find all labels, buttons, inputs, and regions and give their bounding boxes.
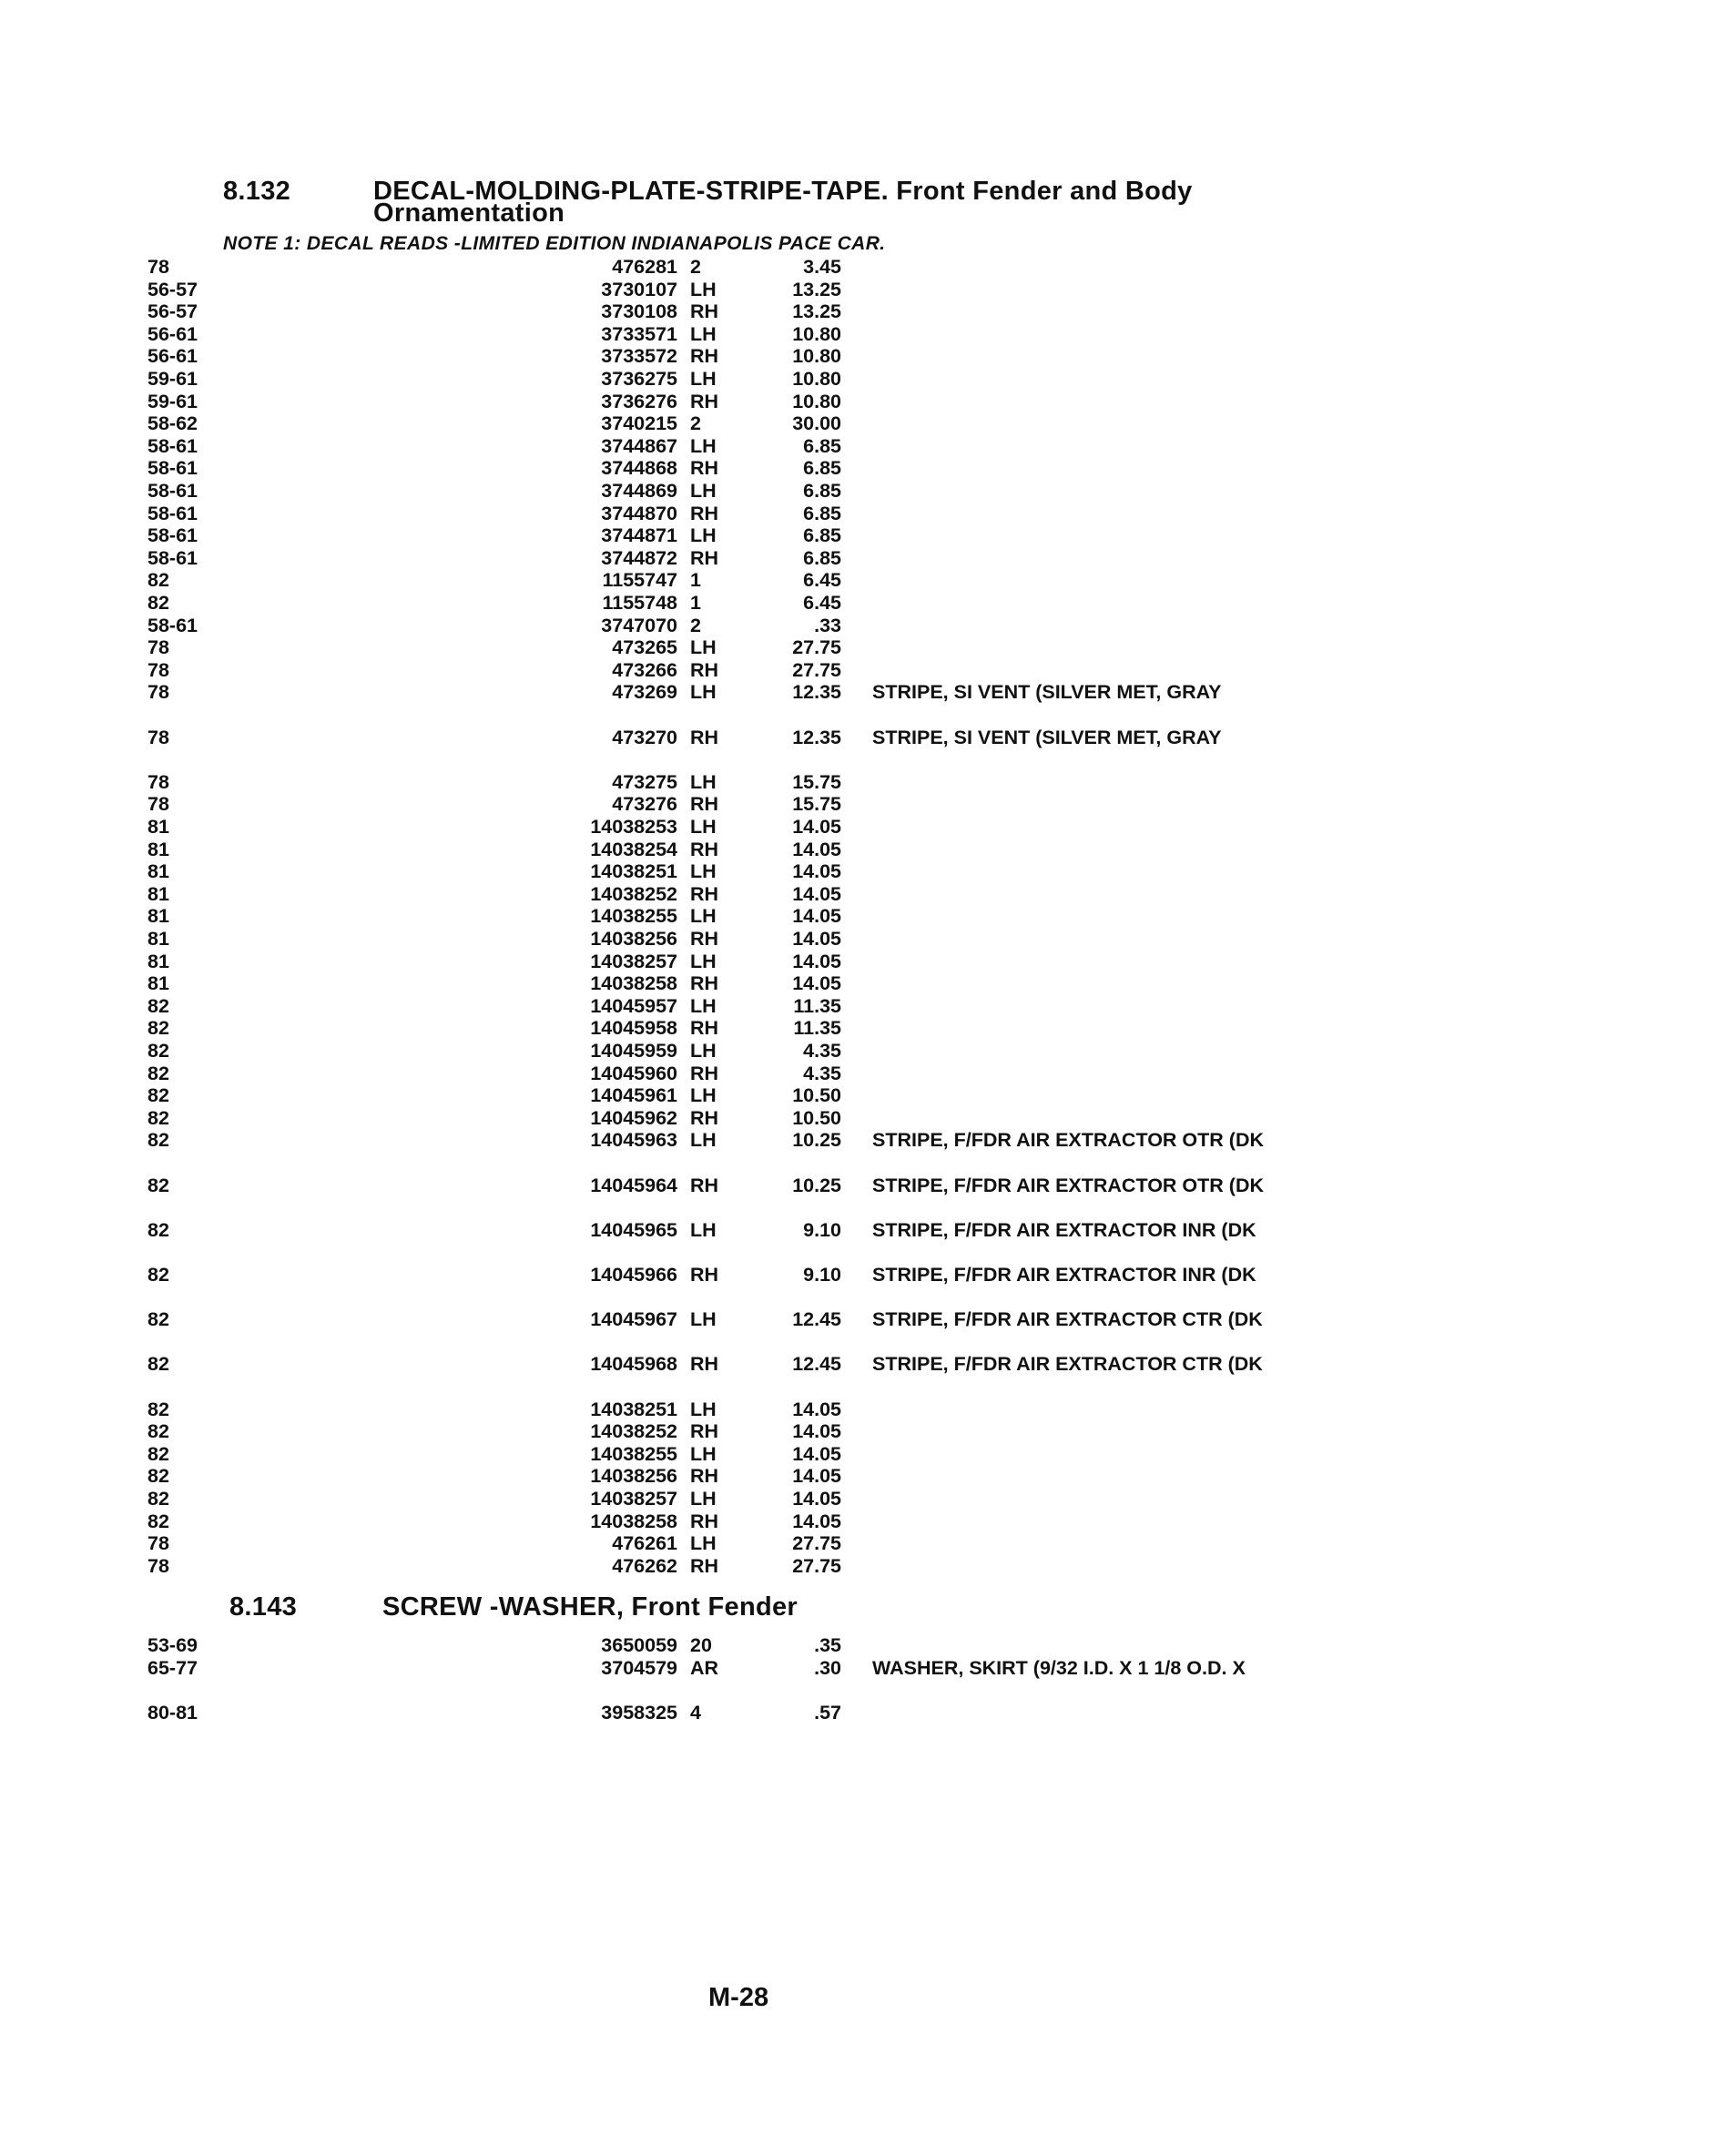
price: 10.80 [792, 368, 841, 390]
part-number: 3733572 [601, 345, 677, 367]
part-number: 14045961 [590, 1084, 677, 1106]
description: STRIPE, F/FDR AIR EXTRACTOR OTR (DK [872, 1175, 1264, 1196]
year-range: 56-57 [147, 279, 198, 300]
table-row [0, 615, 1719, 636]
quantity: RH [690, 547, 719, 569]
price: 10.25 [792, 1129, 841, 1151]
price: 30.00 [792, 412, 841, 434]
part-number: 14038258 [590, 1510, 677, 1532]
table-row [0, 279, 1719, 300]
price: 6.85 [803, 524, 841, 546]
quantity: 4 [690, 1702, 701, 1724]
part-number: 476261 [612, 1532, 677, 1554]
table-row [0, 1532, 1719, 1554]
quantity: LH [690, 368, 717, 390]
year-range: 58-61 [147, 457, 198, 479]
table-row [0, 1702, 1719, 1724]
table-row [0, 1634, 1719, 1656]
quantity: LH [690, 1398, 717, 1420]
part-number: 476281 [612, 256, 677, 278]
table-row [0, 1219, 1719, 1241]
year-range: 78 [147, 771, 169, 793]
part-number: 473276 [612, 793, 677, 815]
part-number: 14038254 [590, 839, 677, 860]
part-number: 14045958 [590, 1017, 677, 1039]
description: STRIPE, F/FDR AIR EXTRACTOR INR (DK [872, 1219, 1256, 1241]
year-range: 78 [147, 1555, 169, 1577]
quantity: 20 [690, 1634, 712, 1656]
section-heading-8-143 [229, 1592, 1140, 1622]
table-row [0, 1510, 1719, 1532]
price: 15.75 [792, 793, 841, 815]
price: 14.05 [792, 1465, 841, 1487]
quantity: LH [690, 636, 717, 658]
year-range: 78 [147, 793, 169, 815]
part-number: 3740215 [601, 412, 677, 434]
quantity: RH [690, 1264, 719, 1286]
section-title: DECAL-MOLDING-PLATE-STRIPE-TAPE. Front Fender and Body [373, 177, 1193, 206]
table-row [0, 928, 1719, 950]
part-number: 14045957 [590, 995, 677, 1017]
table-row [0, 995, 1719, 1017]
quantity: LH [690, 1084, 717, 1106]
quantity: RH [690, 1555, 719, 1577]
table-row [0, 345, 1719, 367]
quantity: LH [690, 860, 717, 882]
year-range: 82 [147, 1063, 169, 1084]
year-range: 59-61 [147, 391, 198, 412]
year-range: 59-61 [147, 368, 198, 390]
description: STRIPE, F/FDR AIR EXTRACTOR INR (DK [872, 1264, 1256, 1286]
year-range: 82 [147, 1488, 169, 1510]
price: 14.05 [792, 972, 841, 994]
quantity: 1 [690, 569, 701, 591]
year-range: 82 [147, 1040, 169, 1062]
price: 6.85 [803, 480, 841, 502]
part-number: 473269 [612, 681, 677, 703]
price: 11.35 [793, 1017, 841, 1039]
table-row [0, 1129, 1719, 1151]
part-number: 3744867 [601, 435, 677, 457]
table-row [0, 860, 1719, 882]
table-row [0, 391, 1719, 412]
price: 14.05 [792, 1420, 841, 1442]
quantity: LH [690, 1443, 717, 1465]
table-row [0, 547, 1719, 569]
year-range: 58-61 [147, 547, 198, 569]
price: 4.35 [803, 1040, 841, 1062]
price: 13.25 [792, 300, 841, 322]
price: .30 [814, 1657, 841, 1679]
section-number: 8.132 [223, 177, 291, 206]
quantity: RH [690, 793, 719, 815]
table-row [0, 636, 1719, 658]
part-number: 3736276 [601, 391, 677, 412]
part-number: 14045963 [590, 1129, 677, 1151]
table-row [0, 659, 1719, 681]
price: 12.45 [792, 1353, 841, 1375]
table-row [0, 1420, 1719, 1442]
table-row [0, 839, 1719, 860]
year-range: 78 [147, 636, 169, 658]
quantity: LH [690, 995, 717, 1017]
year-range: 81 [147, 839, 169, 860]
table-row [0, 1308, 1719, 1330]
quantity: LH [690, 480, 717, 502]
part-number: 14038252 [590, 1420, 677, 1442]
quantity: RH [690, 1510, 719, 1532]
section-heading-8-132 [223, 179, 1316, 229]
quantity: RH [690, 928, 719, 950]
price: 14.05 [792, 1398, 841, 1420]
year-range: 58-61 [147, 615, 198, 636]
part-number: 3744871 [601, 524, 677, 546]
year-range: 82 [147, 1017, 169, 1039]
price: 14.05 [792, 883, 841, 905]
part-number: 14045962 [590, 1107, 677, 1129]
part-number: 14045964 [590, 1175, 677, 1196]
quantity: RH [690, 1465, 719, 1487]
price: 14.05 [792, 905, 841, 927]
part-number: 473265 [612, 636, 677, 658]
year-range: 58-61 [147, 435, 198, 457]
quantity: LH [690, 435, 717, 457]
price: 10.25 [792, 1175, 841, 1196]
year-range: 82 [147, 1107, 169, 1129]
price: 6.85 [803, 547, 841, 569]
quantity: LH [690, 951, 717, 972]
table-row [0, 503, 1719, 524]
price: 9.10 [803, 1264, 841, 1286]
year-range: 82 [147, 1353, 169, 1375]
table-row [0, 1084, 1719, 1106]
price: .33 [814, 615, 841, 636]
table-row [0, 569, 1719, 591]
part-number: 3730108 [601, 300, 677, 322]
year-range: 78 [147, 727, 169, 748]
part-number: 3650059 [601, 1634, 677, 1656]
section-title: SCREW -WASHER, Front Fender [382, 1592, 798, 1622]
quantity: LH [690, 1040, 717, 1062]
part-number: 14045959 [590, 1040, 677, 1062]
table-row [0, 1353, 1719, 1375]
year-range: 82 [147, 1398, 169, 1420]
price: 27.75 [792, 659, 841, 681]
quantity: RH [690, 1175, 719, 1196]
year-range: 82 [147, 1129, 169, 1151]
part-number: 14038257 [590, 1488, 677, 1510]
quantity: RH [690, 1420, 719, 1442]
year-range: 56-61 [147, 323, 198, 345]
part-number: 3958325 [601, 1702, 677, 1724]
year-range: 82 [147, 569, 169, 591]
table-row [0, 1063, 1719, 1084]
year-range: 82 [147, 1510, 169, 1532]
year-range: 82 [147, 1443, 169, 1465]
year-range: 80-81 [147, 1702, 198, 1724]
price: 14.05 [792, 816, 841, 838]
part-number: 14038258 [590, 972, 677, 994]
table-row [0, 681, 1719, 703]
price: 13.25 [792, 279, 841, 300]
price: 6.85 [803, 435, 841, 457]
table-row [0, 1488, 1719, 1510]
description: STRIPE, SI VENT (SILVER MET, GRAY [872, 681, 1222, 703]
part-number: 473275 [612, 771, 677, 793]
year-range: 81 [147, 928, 169, 950]
part-number: 473270 [612, 727, 677, 748]
table-row [0, 1443, 1719, 1465]
quantity: 2 [690, 615, 701, 636]
part-number: 3733571 [601, 323, 677, 345]
quantity: LH [690, 1532, 717, 1554]
quantity: LH [690, 524, 717, 546]
year-range: 58-61 [147, 480, 198, 502]
price: 10.50 [792, 1084, 841, 1106]
table-row [0, 524, 1719, 546]
price: 14.05 [792, 1488, 841, 1510]
table-row [0, 256, 1719, 278]
price: 4.35 [803, 1063, 841, 1084]
part-number: 14038251 [590, 860, 677, 882]
year-range: 56-61 [147, 345, 198, 367]
table-row [0, 457, 1719, 479]
price: 15.75 [792, 771, 841, 793]
part-number: 3747070 [601, 615, 677, 636]
part-number: 3730107 [601, 279, 677, 300]
year-range: 56-57 [147, 300, 198, 322]
part-number: 14045968 [590, 1353, 677, 1375]
year-range: 82 [147, 1219, 169, 1241]
part-number: 14045967 [590, 1308, 677, 1330]
quantity: LH [690, 681, 717, 703]
year-range: 78 [147, 256, 169, 278]
page-number: M-28 [708, 1983, 769, 2012]
quantity: RH [690, 503, 719, 524]
price: 3.45 [803, 256, 841, 278]
price: 10.80 [792, 391, 841, 412]
section-number: 8.143 [229, 1592, 298, 1622]
price: 14.05 [792, 1510, 841, 1532]
part-number: 14038257 [590, 951, 677, 972]
quantity: LH [690, 771, 717, 793]
year-range: 78 [147, 681, 169, 703]
price: .35 [814, 1634, 841, 1656]
quantity: RH [690, 391, 719, 412]
price: 6.45 [803, 569, 841, 591]
year-range: 78 [147, 659, 169, 681]
table-row [0, 1017, 1719, 1039]
year-range: 58-62 [147, 412, 198, 434]
price: 14.05 [792, 1443, 841, 1465]
table-row [0, 300, 1719, 322]
table-row [0, 1398, 1719, 1420]
part-number: 1155747 [602, 569, 677, 591]
quantity: RH [690, 727, 719, 748]
quantity: RH [690, 1353, 719, 1375]
quantity: RH [690, 1017, 719, 1039]
table-row [0, 368, 1719, 390]
price: 10.50 [792, 1107, 841, 1129]
price: 12.45 [792, 1308, 841, 1330]
year-range: 82 [147, 1308, 169, 1330]
table-row [0, 905, 1719, 927]
table-row [0, 951, 1719, 972]
quantity: LH [690, 1129, 717, 1151]
year-range: 82 [147, 995, 169, 1017]
part-number: 473266 [612, 659, 677, 681]
year-range: 82 [147, 592, 169, 614]
table-row [0, 972, 1719, 994]
part-number: 14038256 [590, 928, 677, 950]
table-row [0, 771, 1719, 793]
part-number: 14045966 [590, 1264, 677, 1286]
price: 14.05 [792, 860, 841, 882]
description: STRIPE, F/FDR AIR EXTRACTOR CTR (DK [872, 1308, 1263, 1330]
price: 14.05 [792, 928, 841, 950]
price: 14.05 [792, 839, 841, 860]
price: 27.75 [792, 636, 841, 658]
year-range: 82 [147, 1264, 169, 1286]
quantity: LH [690, 1308, 717, 1330]
section-note: NOTE 1: DECAL READS -LIMITED EDITION INDIANAPOLIS PACE CAR. [223, 233, 886, 254]
part-number: 14038255 [590, 1443, 677, 1465]
year-range: 81 [147, 883, 169, 905]
table-row [0, 883, 1719, 905]
table-row [0, 323, 1719, 345]
table-row [0, 480, 1719, 502]
table-row [0, 1040, 1719, 1062]
table-row [0, 1465, 1719, 1487]
table-row [0, 727, 1719, 748]
quantity: RH [690, 457, 719, 479]
quantity: LH [690, 1488, 717, 1510]
quantity: RH [690, 345, 719, 367]
quantity: RH [690, 1063, 719, 1084]
table-row [0, 1175, 1719, 1196]
description: STRIPE, F/FDR AIR EXTRACTOR CTR (DK [872, 1353, 1263, 1375]
price: .57 [814, 1702, 841, 1724]
price: 11.35 [793, 995, 841, 1017]
quantity: 2 [690, 256, 701, 278]
description: STRIPE, F/FDR AIR EXTRACTOR OTR (DK [872, 1129, 1264, 1151]
description: STRIPE, SI VENT (SILVER MET, GRAY [872, 727, 1222, 748]
table-row [0, 793, 1719, 815]
year-range: 82 [147, 1465, 169, 1487]
table-row [0, 435, 1719, 457]
year-range: 58-61 [147, 503, 198, 524]
part-number: 14038252 [590, 883, 677, 905]
year-range: 81 [147, 951, 169, 972]
description: WASHER, SKIRT (9/32 I.D. X 1 1/8 O.D. X [872, 1657, 1246, 1679]
part-number: 14045960 [590, 1063, 677, 1084]
part-number: 476262 [612, 1555, 677, 1577]
year-range: 53-69 [147, 1634, 198, 1656]
quantity: LH [690, 1219, 717, 1241]
year-range: 58-61 [147, 524, 198, 546]
price: 27.75 [792, 1532, 841, 1554]
table-row [0, 1555, 1719, 1577]
part-number: 14038251 [590, 1398, 677, 1420]
price: 10.80 [792, 345, 841, 367]
quantity: RH [690, 883, 719, 905]
part-number: 14038255 [590, 905, 677, 927]
price: 6.45 [803, 592, 841, 614]
table-row [0, 816, 1719, 838]
quantity: LH [690, 816, 717, 838]
part-number: 3744869 [601, 480, 677, 502]
quantity: RH [690, 300, 719, 322]
price: 6.85 [803, 503, 841, 524]
year-range: 81 [147, 860, 169, 882]
year-range: 82 [147, 1175, 169, 1196]
price: 12.35 [792, 681, 841, 703]
table-row [0, 1107, 1719, 1129]
part-number: 1155748 [602, 592, 677, 614]
price: 10.80 [792, 323, 841, 345]
part-number: 3744872 [601, 547, 677, 569]
part-number: 3744868 [601, 457, 677, 479]
part-number: 14045965 [590, 1219, 677, 1241]
section-title-continued: Ornamentation [373, 198, 565, 228]
year-range: 78 [147, 1532, 169, 1554]
price: 14.05 [792, 951, 841, 972]
quantity: LH [690, 905, 717, 927]
year-range: 82 [147, 1420, 169, 1442]
year-range: 82 [147, 1084, 169, 1106]
quantity: RH [690, 659, 719, 681]
quantity: LH [690, 279, 717, 300]
table-row [0, 1657, 1719, 1679]
quantity: 2 [690, 412, 701, 434]
quantity: LH [690, 323, 717, 345]
year-range: 81 [147, 905, 169, 927]
quantity: RH [690, 839, 719, 860]
quantity: RH [690, 972, 719, 994]
quantity: RH [690, 1107, 719, 1129]
year-range: 65-77 [147, 1657, 198, 1679]
table-row [0, 592, 1719, 614]
year-range: 81 [147, 816, 169, 838]
table-row [0, 412, 1719, 434]
part-number: 3736275 [601, 368, 677, 390]
part-number: 14038253 [590, 816, 677, 838]
part-number: 14038256 [590, 1465, 677, 1487]
price: 12.35 [792, 727, 841, 748]
price: 6.85 [803, 457, 841, 479]
quantity: AR [690, 1657, 719, 1679]
year-range: 81 [147, 972, 169, 994]
price: 27.75 [792, 1555, 841, 1577]
price: 9.10 [803, 1219, 841, 1241]
part-number: 3704579 [601, 1657, 677, 1679]
quantity: 1 [690, 592, 701, 614]
part-number: 3744870 [601, 503, 677, 524]
table-row [0, 1264, 1719, 1286]
